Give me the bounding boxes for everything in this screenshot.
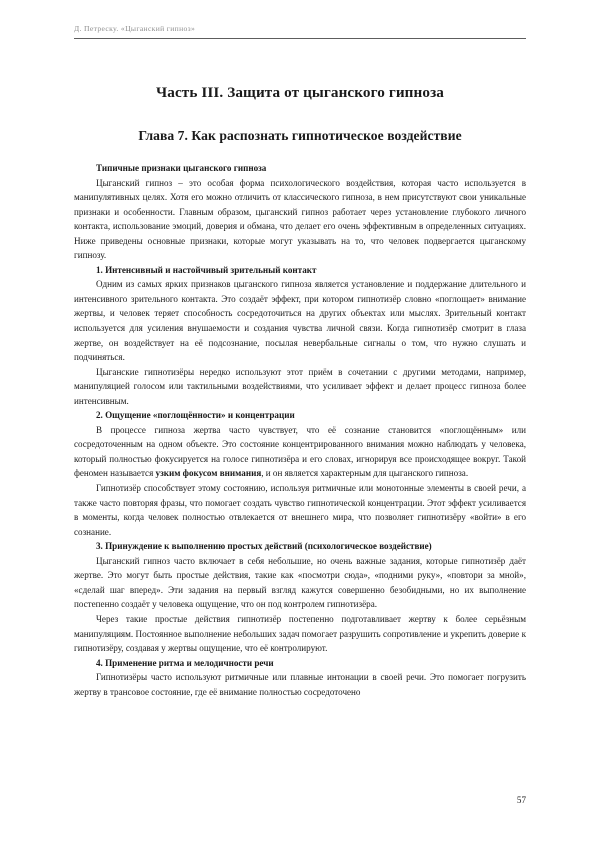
emphasized-term: узким фокусом внимания bbox=[155, 468, 262, 479]
body-paragraph: Гипнотизёры часто используют ритмичные или плавные интонации в своей речи. Это помогает погрузить жертву в трансовое состояние, где её внимание полностью сосредоточено bbox=[74, 672, 526, 697]
body-paragraph bbox=[74, 423, 526, 481]
paragraph-text-after: , и он является характерным для цыганского гипноза. bbox=[261, 468, 469, 479]
section-heading: 3. Принуждение к выполнению простых действий (психологическое воздействие) bbox=[96, 541, 432, 552]
part-title: Часть III. Защита от цыганского гипноза bbox=[156, 84, 444, 101]
chapter-title: Глава 7. Как распознать гипнотическое воздействие bbox=[138, 128, 462, 143]
page-number: 57 bbox=[516, 795, 526, 805]
body-paragraph: Цыганский гипноз часто включает в себя небольшие, но очень важные задания, которые гипнотизёр даёт жертве. Это могут быть простые действия, такие как «посмотри сюда», «подними руку», «повтори за мной», «сделай шаг вперед». Эти задания на первый взгляд кажутся совершенно безобидными, но их выполнение постепенно создаёт у человека ощущение, что он под контролем гипнотизёра. bbox=[74, 555, 526, 610]
body-paragraph: Гипнотизёр способствует этому состоянию, используя ритмичные или монотонные элементы в своей речи, а также часто повторяя фразы, что помогает создать чувство гипнотической концентрации. Этот эффект усиливается в моменты, когда человек полностью отвлекается от внешнего мира, что позволяет гипнотизёру «войти» в его сознание. bbox=[74, 483, 526, 537]
section-heading: Типичные признаки цыганского гипноза bbox=[96, 163, 267, 173]
body-paragraph: Цыганские гипнотизёры нередко используют этот приём в сочетании с другими методами, например, манипуляцией голосом или тактильными воздействиями, что усиливает эффект и делает процесс гипноза более интенсивным. bbox=[74, 366, 526, 406]
section-heading: 1. Интенсивный и настойчивый зрительный контакт bbox=[96, 264, 317, 275]
running-header: Д. Петреску. «Цыганский гипноз» bbox=[74, 24, 196, 33]
paragraph-text-before: В процессе гипноза жертва часто чувствует, что её сознание становится «поглощённым» или сосредоточенным на одном объекте. Это состояние концентрированного внимания можно наблюдать у человека, который полностью фокусируется на голосе гипнотизёра и его словах, игнорируя все происходящее вокруг. Такой феномен называется bbox=[74, 424, 526, 479]
header-rule bbox=[74, 38, 526, 39]
section-heading: 2. Ощущение «поглощённости» и концентрации bbox=[96, 410, 295, 421]
body-paragraph: Цыганский гипноз – это особая форма психологического воздействия, которая часто используется в манипулятивных целях. Хотя его можно отличить от классического гипноза, в нем присутствуют свои уникальные признаки и особенности. Главным образом, цыганский гипноз работает через установление глубокого личного контакта, использование эмоций, доверия и обмана, что делает его очень эффективным в определенных ситуациях. Ниже приведены основные признаки, которые могут указывать на то, что человек подвергается цыганскому гипнозу. bbox=[74, 177, 526, 261]
body-paragraph: Одним из самых ярких признаков цыганского гипноза является установление и поддержание длительного и интенсивного зрительного контакта. Это создаёт эффект, при котором гипнотизёр словно «поглощает» внимание жертвы, и человек теряет способность сосредоточиться на других объектах или мыслях. Зрительный контакт используется для усиления внушаемости и создания чувства личной связи. Когда гипнотизёр смотрит в глаза жертве, он воздействует на её подсознание, посылая невербальные сигналы о том, что нужно слушать и подчиняться. bbox=[74, 279, 526, 363]
page-content bbox=[74, 84, 526, 699]
section-heading: 4. Применение ритма и мелодичности речи bbox=[96, 657, 274, 668]
body-paragraph: Через такие простые действия гипнотизёр постепенно подготавливает жертву к более серьёзным манипуляциям. Постоянное выполнение небольших задач помогает разрушить сопротивление и укрепить доверие к гипнотизёру, создавая у жертвы ощущение, что её контролируют. bbox=[74, 613, 526, 654]
